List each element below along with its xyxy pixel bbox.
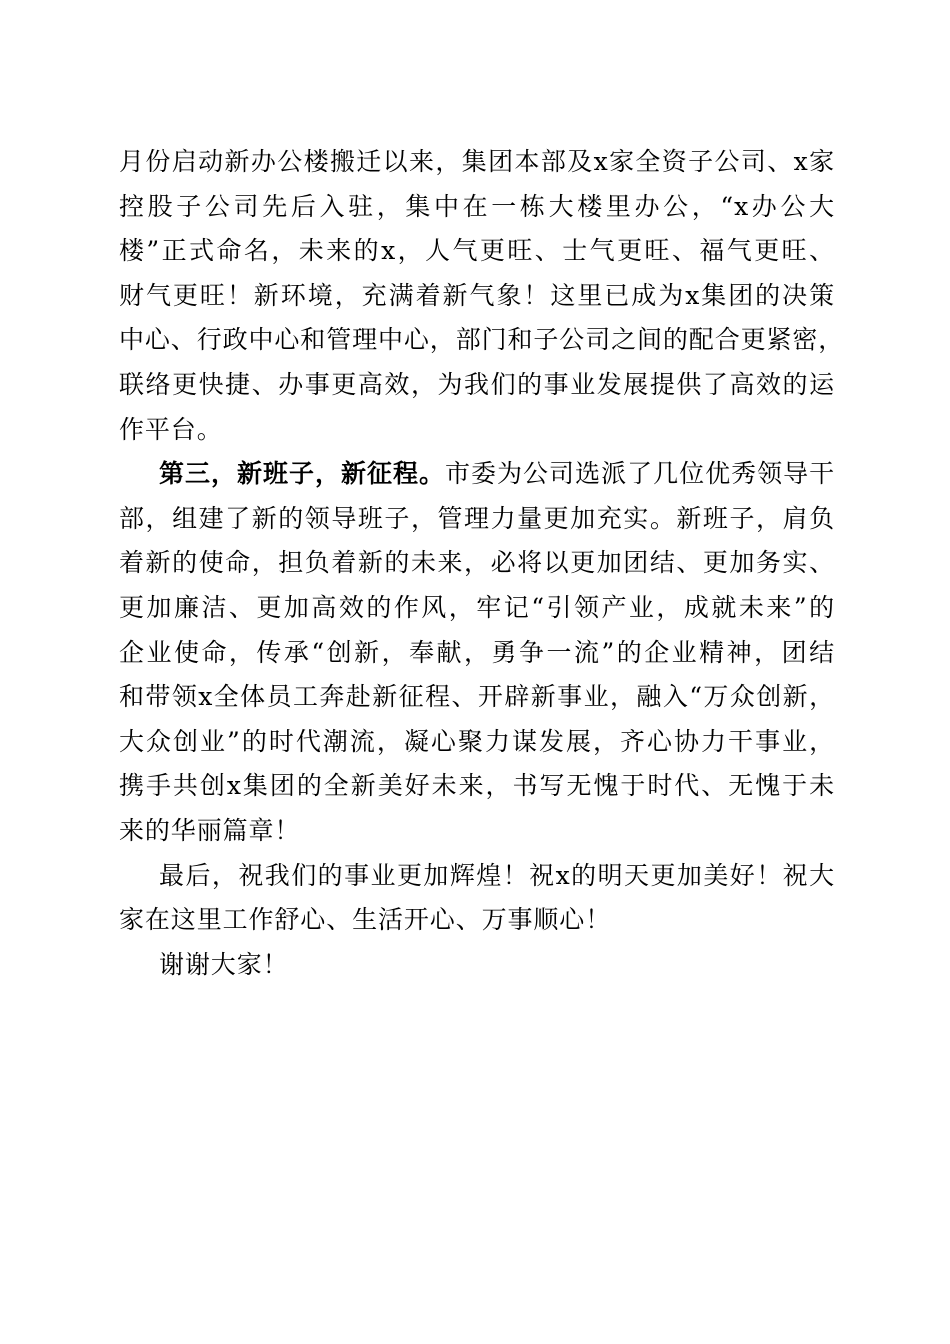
- body-text: [119, 140, 845, 987]
- text-line: 大众创业”的时代潮流，凝心聚力谋发展，齐心协力干事业，: [119, 726, 835, 756]
- text-line: 财气更旺！新环境，充满着新气象！这里已成为x集团的决策: [119, 280, 835, 310]
- text-line: 控股子公司先后入驻，集中在一栋大楼里办公，“x办公大: [119, 191, 835, 221]
- text-line: 部，组建了新的领导班子，管理力量更加充实。新班子，肩负: [119, 503, 835, 533]
- text-line: 和带领x全体员工奔赴新征程、开辟新事业，融入“万众创新，: [119, 682, 835, 712]
- text-line: 最后，祝我们的事业更加辉煌！祝x的明天更加美好！祝大: [159, 860, 835, 890]
- paragraph-closing-wishes: [119, 854, 835, 943]
- text-line: 联络更快捷、办事更高效，为我们的事业发展提供了高效的运: [119, 369, 835, 399]
- text-line: 更加廉洁、更加高效的作风，牢记“引领产业，成就未来”的: [119, 592, 835, 622]
- text-run: 市委为公司选派了几位优秀领导干: [445, 459, 835, 489]
- text-line: 月份启动新办公楼搬迁以来，集团本部及x家全资子公司、x家: [119, 147, 835, 176]
- text-line: 作平台。: [119, 414, 223, 444]
- text-line: 楼”正式命名，未来的x，人气更旺、士气更旺、福气更旺、: [119, 236, 835, 266]
- text-line: 中心、行政中心和管理中心，部门和子公司之间的配合更紧密，: [119, 325, 845, 355]
- paragraph-thanks: [119, 943, 835, 988]
- text-line: 企业使命，传承“创新，奉献，勇争一流”的企业精神，团结: [119, 637, 835, 667]
- paragraph-relocation: [119, 140, 845, 452]
- text-line: 携手共创x集团的全新美好未来，书写无愧于时代、无愧于未: [119, 771, 835, 801]
- paragraph-heading: 第三，新班子，新征程。: [159, 459, 446, 489]
- text-line: 着新的使命，担负着新的未来，必将以更加团结、更加务实、: [119, 548, 835, 578]
- text-line: [119, 452, 835, 497]
- text-line: 家在这里工作舒心、生活开心、万事顺心！: [119, 905, 612, 935]
- text-line: 来的华丽篇章！: [119, 815, 301, 845]
- text-line: 谢谢大家！: [159, 949, 289, 979]
- paragraph-new-team: [119, 452, 835, 853]
